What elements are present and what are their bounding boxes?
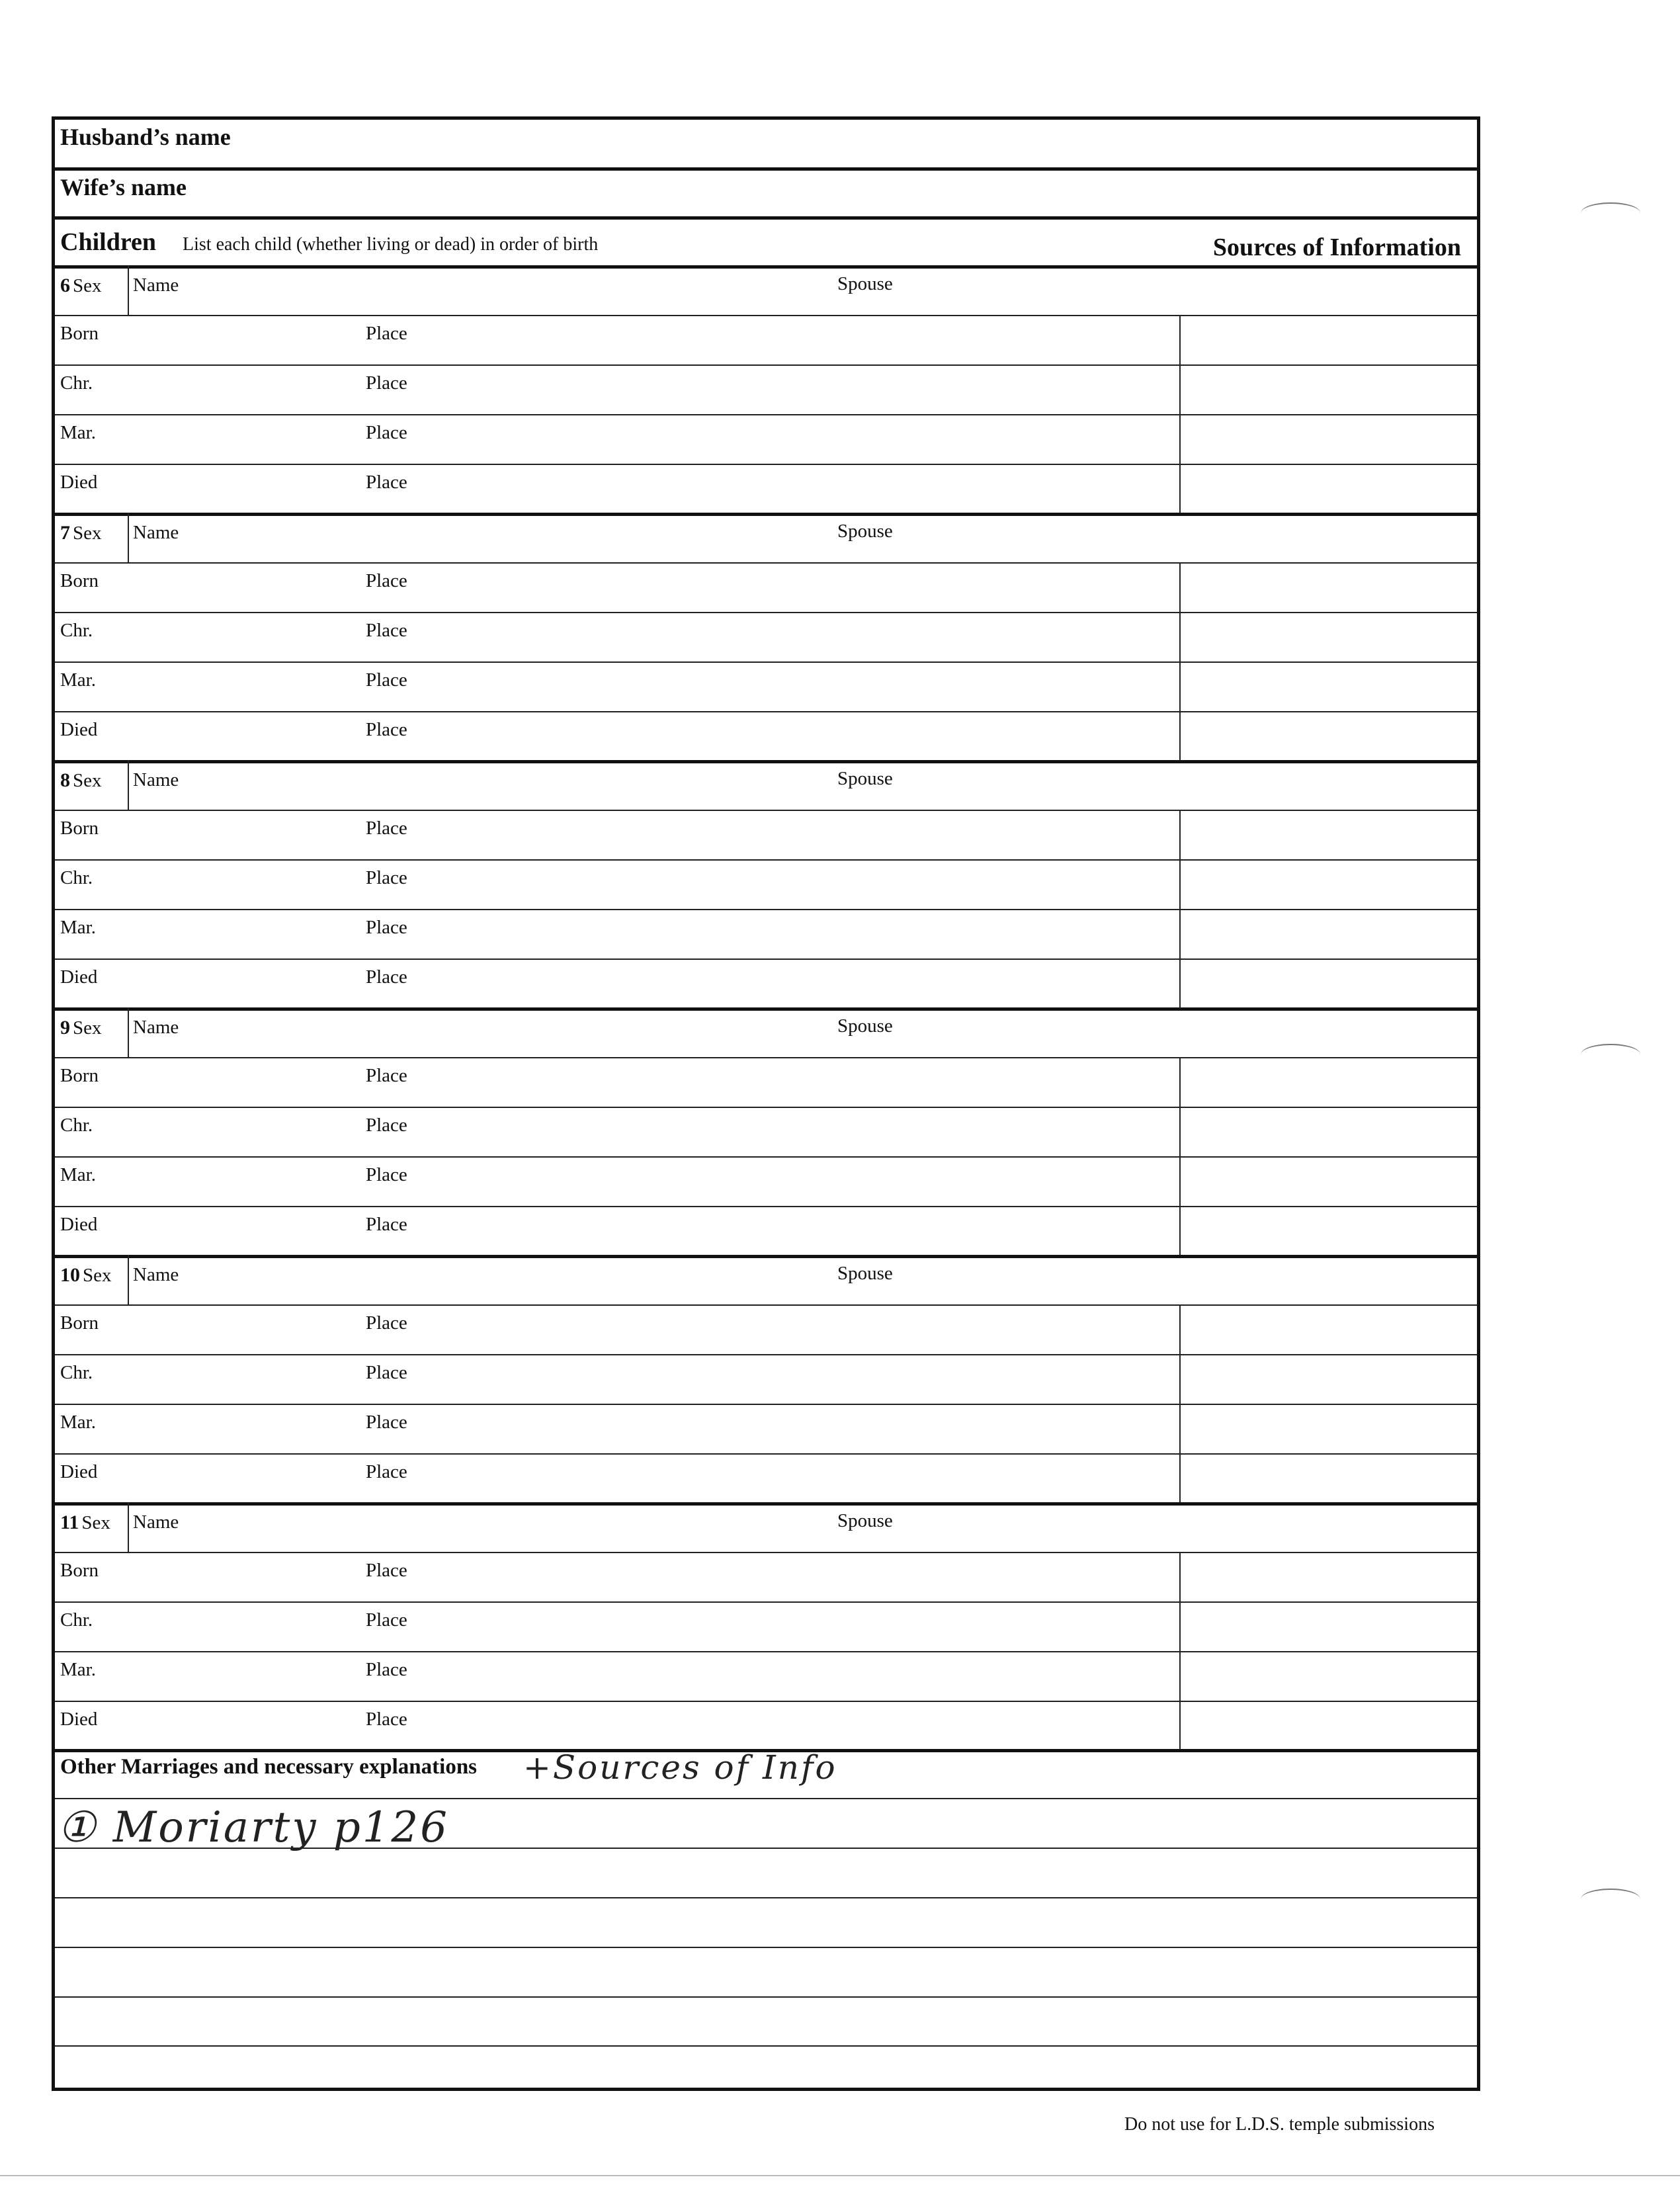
child-block-divider — [55, 265, 1477, 269]
child-number: 9 — [60, 1017, 70, 1039]
sources-column-divider — [1179, 315, 1181, 513]
died-label: Died — [60, 719, 98, 740]
row-line — [55, 1057, 1477, 1058]
sex-label: Sex — [73, 770, 102, 791]
chr-label: Chr. — [60, 620, 93, 641]
child-number: 7 — [60, 522, 70, 544]
spouse-label: Spouse — [837, 273, 893, 294]
sources-of-information-label: Sources of Information — [1212, 234, 1461, 261]
place-label: Place — [366, 422, 407, 443]
sex-cell-divider — [128, 1255, 129, 1304]
row-line — [55, 315, 1477, 316]
place-label: Place — [366, 867, 407, 888]
children-header — [60, 230, 598, 255]
place-label: Place — [366, 1312, 407, 1334]
row-line — [55, 1156, 1477, 1158]
died-label: Died — [60, 966, 98, 988]
chr-label: Chr. — [60, 372, 93, 394]
born-label: Born — [60, 323, 99, 344]
row-line — [55, 810, 1477, 811]
mar-label: Mar. — [60, 1659, 96, 1680]
name-label: Name — [133, 1264, 179, 1285]
name-label: Name — [133, 275, 179, 296]
place-label: Place — [366, 1659, 407, 1680]
row-line — [55, 414, 1477, 415]
child-number-sex — [60, 1018, 102, 1038]
sex-cell-divider — [128, 513, 129, 562]
sources-column-divider — [1179, 1552, 1181, 1750]
punch-mark — [1581, 1889, 1640, 1910]
child-number-sex — [60, 523, 102, 543]
ruled-line — [55, 1897, 1477, 1898]
place-label: Place — [366, 570, 407, 591]
punch-mark — [1581, 202, 1640, 224]
child-number: 6 — [60, 275, 70, 296]
name-label: Name — [133, 522, 179, 543]
other-marriages-label: Other Marriages and necessary explanations — [60, 1755, 478, 1779]
place-label: Place — [366, 372, 407, 394]
place-label: Place — [366, 323, 407, 344]
place-label: Place — [366, 1609, 407, 1631]
name-label: Name — [133, 1017, 179, 1038]
died-label: Died — [60, 472, 98, 493]
child-number: 8 — [60, 769, 70, 791]
place-label: Place — [366, 1164, 407, 1185]
born-label: Born — [60, 1312, 99, 1334]
child-number-sex — [60, 1265, 112, 1285]
row-line — [55, 1206, 1477, 1207]
born-label: Born — [60, 1560, 99, 1581]
sex-label: Sex — [73, 523, 102, 544]
sources-column-divider — [1179, 562, 1181, 760]
ruled-line — [55, 1947, 1477, 1948]
sex-label: Sex — [73, 275, 102, 296]
born-label: Born — [60, 1065, 99, 1086]
husband-name-label: Husband’s name — [60, 124, 231, 150]
chr-label: Chr. — [60, 867, 93, 888]
sex-cell-divider — [128, 1007, 129, 1057]
place-label: Place — [366, 1065, 407, 1086]
divider — [55, 167, 1477, 171]
place-label: Place — [366, 472, 407, 493]
died-label: Died — [60, 1461, 98, 1482]
children-instruction: List each child (whether living or dead) in order of birth — [183, 234, 599, 255]
sources-column-divider — [1179, 810, 1181, 1007]
child-block-divider — [55, 1502, 1477, 1506]
row-line — [55, 1651, 1477, 1652]
punch-mark — [1581, 1044, 1640, 1065]
mar-label: Mar. — [60, 1164, 96, 1185]
died-label: Died — [60, 1214, 98, 1235]
page-edge-line — [0, 2175, 1680, 2176]
row-line — [55, 1107, 1477, 1108]
sex-cell-divider — [128, 1502, 129, 1552]
spouse-label: Spouse — [837, 521, 893, 542]
sex-label: Sex — [73, 1017, 102, 1039]
place-label: Place — [366, 1214, 407, 1235]
row-line — [55, 612, 1477, 613]
place-label: Place — [366, 1115, 407, 1136]
divider — [55, 216, 1477, 220]
chr-label: Chr. — [60, 1609, 93, 1631]
sources-column-divider — [1179, 1304, 1181, 1502]
died-label: Died — [60, 1709, 98, 1730]
place-label: Place — [366, 620, 407, 641]
place-label: Place — [366, 1362, 407, 1383]
born-label: Born — [60, 818, 99, 839]
row-line — [55, 1601, 1477, 1603]
family-group-record-form — [52, 116, 1480, 2091]
child-block-divider — [55, 760, 1477, 763]
child-block-divider — [55, 1255, 1477, 1258]
row-line — [55, 909, 1477, 910]
sex-label: Sex — [83, 1265, 112, 1286]
row-line — [55, 562, 1477, 564]
child-number-sex — [60, 1513, 110, 1533]
sex-label: Sex — [81, 1512, 110, 1533]
place-label: Place — [366, 1709, 407, 1730]
mar-label: Mar. — [60, 1412, 96, 1433]
spouse-label: Spouse — [837, 1263, 893, 1284]
row-line — [55, 464, 1477, 465]
ruled-line — [55, 1996, 1477, 1998]
mar-label: Mar. — [60, 917, 96, 938]
place-label: Place — [366, 1412, 407, 1433]
row-line — [55, 958, 1477, 960]
child-number: 11 — [60, 1511, 79, 1533]
sources-column-divider — [1179, 1057, 1181, 1255]
child-block-divider — [55, 1007, 1477, 1011]
place-label: Place — [366, 1461, 407, 1482]
place-label: Place — [366, 719, 407, 740]
row-line — [55, 1552, 1477, 1553]
mar-label: Mar. — [60, 669, 96, 691]
child-number-sex — [60, 276, 102, 296]
place-label: Place — [366, 1560, 407, 1581]
place-label: Place — [366, 966, 407, 988]
mar-label: Mar. — [60, 422, 96, 443]
name-label: Name — [133, 1511, 179, 1533]
row-line — [55, 1453, 1477, 1455]
ruled-line — [55, 1848, 1477, 1849]
row-line — [55, 711, 1477, 712]
spouse-label: Spouse — [837, 1015, 893, 1037]
child-number-sex — [60, 771, 102, 790]
handwritten-note: ① Moriarty p126 — [58, 1803, 449, 1852]
name-label: Name — [133, 769, 179, 790]
place-label: Place — [366, 818, 407, 839]
row-line — [55, 364, 1477, 366]
footer-notice: Do not use for L.D.S. temple submissions — [1124, 2114, 1435, 2135]
child-number: 10 — [60, 1264, 80, 1286]
child-block-divider — [55, 513, 1477, 516]
chr-label: Chr. — [60, 1115, 93, 1136]
row-line — [55, 1404, 1477, 1405]
row-line — [55, 661, 1477, 663]
chr-label: Chr. — [60, 1362, 93, 1383]
sex-cell-divider — [128, 760, 129, 810]
sex-cell-divider — [128, 265, 129, 315]
row-line — [55, 859, 1477, 861]
spouse-label: Spouse — [837, 768, 893, 789]
row-line — [55, 1701, 1477, 1702]
wife-name-label: Wife’s name — [60, 174, 187, 200]
row-line — [55, 1304, 1477, 1306]
children-title: Children — [60, 228, 157, 256]
place-label: Place — [366, 917, 407, 938]
ruled-line — [55, 2045, 1477, 2047]
handwritten-sources-note: +Sources of Info — [523, 1748, 837, 1787]
place-label: Place — [366, 669, 407, 691]
ruled-line — [55, 1798, 1477, 1799]
born-label: Born — [60, 570, 99, 591]
spouse-label: Spouse — [837, 1510, 893, 1531]
row-line — [55, 1354, 1477, 1355]
